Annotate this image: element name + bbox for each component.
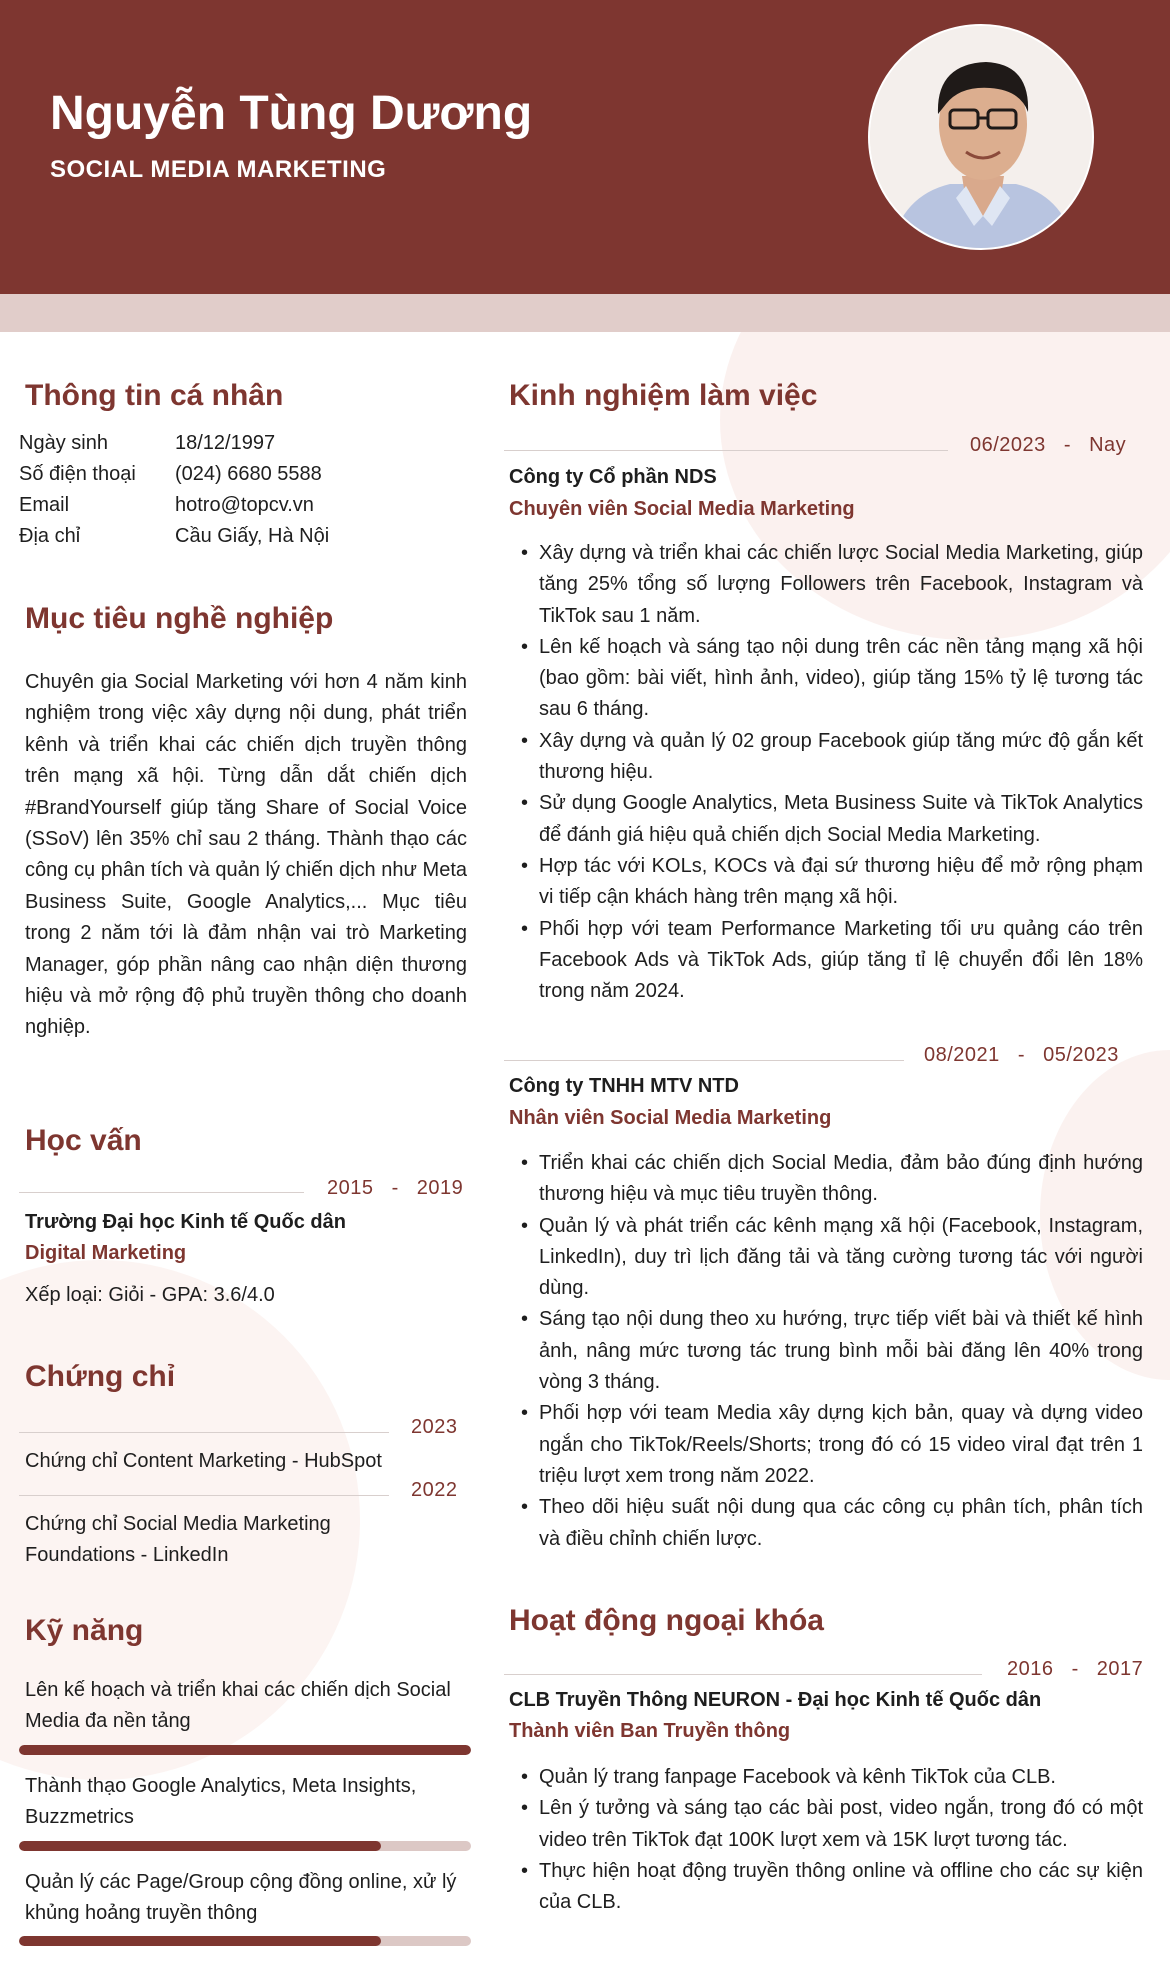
- objective-text: Chuyên gia Social Marketing với hơn 4 năm kinh nghiệm trong việc xây dựng nội dung, phát triển kênh và triển khai các chiến dịch truyền thông trên mạng xã hội. Từng dẫn dắt chiến dịch #BrandYourself giúp tăng Share of Social Voice (SSoV) lên 35% chỉ sau 2 tháng. Thành thạo các công cụ phân tích và quản lý chiến dịch như Meta Business Suite, Google Analytics,... Mục tiêu trong 2 năm tới là đảm nhận vai trò Marketing Manager, góp phần nâng cao nhận diện thương hiệu và mở rộng độ phủ truyền thông cho doanh nghiệp.: [25, 671, 467, 1039]
- candidate-name: Nguyễn Tùng Dương: [50, 87, 533, 140]
- phone-value: (024) 6680 5588: [175, 463, 322, 485]
- education-dash: -: [391, 1177, 399, 1199]
- activities-title: Hoạt động ngoại khóa: [509, 1604, 824, 1637]
- job1-rule: [504, 450, 948, 451]
- certificate-name-1: Chứng chỉ Content Marketing - HubSpot: [25, 1450, 382, 1472]
- job1-dash: -: [1063, 434, 1072, 456]
- activity-org: CLB Truyền Thông NEURON - Đại học Kinh tế Quốc dân: [509, 1689, 1042, 1711]
- job1-bullet-5: • Hợp tác với KOLs, KOCs và đại sứ thương hiệu để mở rộng phạm vi tiếp cận khách hàng trên mạng xã hội.: [509, 851, 1143, 914]
- activity-dash: -: [1071, 1658, 1079, 1680]
- activity-rule: [504, 1674, 982, 1675]
- skill-name-2: Thành thạo Google Analytics, Meta Insights, Buzzmetrics: [25, 1775, 417, 1829]
- personal-info-title: Thông tin cá nhân: [25, 379, 284, 412]
- job1-bullet-1: • Xây dựng và triển khai các chiến lược Social Media Marketing, giúp tăng 25% tổng số lượng Followers trên Facebook, Instagram và TikTok sau 1 năm.: [509, 538, 1143, 632]
- phone-label: Số điện thoại: [19, 463, 136, 485]
- skills-title: Kỹ năng: [25, 1614, 144, 1647]
- skill-bar-1: [19, 1745, 471, 1755]
- skill-bar-fill-1: [19, 1745, 471, 1755]
- education-grade: Xếp loại: Giỏi - GPA: 3.6/4.0: [25, 1284, 275, 1306]
- job2-bullet-1: • Triển khai các chiến dịch Social Media, đảm bảo đúng định hướng thương hiệu và mục tiêu truyền thông.: [509, 1148, 1143, 1211]
- activity-bullets: [509, 1762, 1143, 1918]
- header-band: [0, 294, 1170, 332]
- certificate-year-2: 2022: [411, 1479, 458, 1501]
- birthdate-value: 18/12/1997: [175, 432, 276, 454]
- education-dates: [327, 1177, 463, 1200]
- job2-end: 05/2023: [1043, 1044, 1119, 1066]
- job1-dates: [970, 434, 1126, 457]
- job1-end: Nay: [1089, 434, 1127, 456]
- job2-bullet-3: • Sáng tạo nội dung theo xu hướng, trực tiếp viết bài và thiết kế hình ảnh, nâng mức tương tác trung bình mỗi bài đăng lên 40% trong vòng 3 tháng.: [509, 1304, 1143, 1398]
- education-rule: [19, 1192, 304, 1193]
- job1-role: Chuyên viên Social Media Marketing: [509, 498, 855, 520]
- job1-bullet-6: • Phối hợp với team Performance Marketing tối ưu quảng cáo trên Facebook Ads và TikTok Ads, giúp tăng tỉ lệ chuyển đổi lên 18% trong năm 2024.: [509, 914, 1143, 1008]
- education-major: Digital Marketing: [25, 1242, 187, 1264]
- job1-start: 06/2023: [970, 434, 1046, 456]
- job2-company: Công ty TNHH MTV NTD: [509, 1075, 739, 1097]
- certificate-name-2: Chứng chỉ Social Media Marketing Foundations - LinkedIn: [25, 1513, 331, 1567]
- activity-start: 2016: [1007, 1658, 1054, 1680]
- skill-bar-fill-3: [19, 1936, 381, 1946]
- job1-bullets: [509, 538, 1143, 1007]
- address-label: Địa chỉ: [19, 525, 81, 547]
- certificate-rule-2: [19, 1495, 389, 1496]
- address-value: Cầu Giấy, Hà Nội: [175, 525, 330, 547]
- avatar: [868, 24, 1094, 250]
- job1-bullet-4: • Sử dụng Google Analytics, Meta Business Suite và TikTok Analytics để đánh giá hiệu quả chiến dịch Social Media Marketing.: [509, 788, 1143, 851]
- job2-bullet-4: • Phối hợp với team Media xây dựng kịch bản, quay và dựng video ngắn cho TikTok/Reels/Shorts; trong đó có 15 video viral đạt trên 1 triệu lượt xem trong năm 2022.: [509, 1398, 1143, 1492]
- activity-end: 2017: [1096, 1658, 1144, 1680]
- activity-role: Thành viên Ban Truyền thông: [509, 1720, 791, 1742]
- job2-bullets: [509, 1148, 1143, 1555]
- header-banner: [0, 0, 1170, 294]
- activity-dates: [1007, 1658, 1143, 1681]
- job2-rule: [504, 1060, 904, 1061]
- job2-dash: -: [1017, 1044, 1026, 1066]
- education-start: 2015: [327, 1177, 374, 1199]
- email-value: hotro@topcv.vn: [175, 494, 314, 516]
- skill-bar-fill-2: [19, 1841, 381, 1851]
- skill-bar-2: [19, 1841, 471, 1851]
- job2-bullet-2: • Quản lý và phát triển các kênh mạng xã hội (Facebook, Instagram, LinkedIn), duy trì lịch đăng tải và tăng cường tương tác với người dùng.: [509, 1211, 1143, 1305]
- certificate-rule-1: [19, 1432, 389, 1433]
- activity-bullet-3: • Thực hiện hoạt động truyền thông online và offline cho các sự kiện của CLB.: [509, 1856, 1143, 1919]
- certificates-title: Chứng chỉ: [25, 1360, 176, 1393]
- skill-name-3: Quản lý các Page/Group cộng đồng online, xử lý khủng hoảng truyền thông: [25, 1871, 457, 1925]
- job1-bullet-2: • Lên kế hoạch và sáng tạo nội dung trên các nền tảng mạng xã hội (bao gồm: bài viết, hình ảnh, video), giúp tăng 15% tỷ lệ tương tác sau 6 tháng.: [509, 632, 1143, 726]
- certificate-year-1: 2023: [411, 1416, 458, 1438]
- experience-title: Kinh nghiệm làm việc: [509, 379, 818, 412]
- job1-bullet-3: • Xây dựng và quản lý 02 group Facebook giúp tăng mức độ gắn kết thương hiệu.: [509, 726, 1143, 789]
- skill-name-1: Lên kế hoạch và triển khai các chiến dịch Social Media đa nền tảng: [25, 1679, 451, 1733]
- activity-bullet-2: • Lên ý tưởng và sáng tạo các bài post, video ngắn, trong đó có một video trên TikTok đạt 100K lượt xem và 15K lượt tương tác.: [509, 1793, 1143, 1856]
- skill-bar-3: [19, 1936, 471, 1946]
- activity-bullet-1: • Quản lý trang fanpage Facebook và kênh TikTok của CLB.: [509, 1762, 1143, 1793]
- birthdate-label: Ngày sinh: [19, 432, 108, 454]
- job2-start: 08/2021: [924, 1044, 1000, 1066]
- avatar-photo-icon: [870, 26, 1094, 250]
- email-label: Email: [19, 494, 70, 516]
- job1-company: Công ty Cổ phần NDS: [509, 466, 717, 488]
- education-school: Trường Đại học Kinh tế Quốc dân: [25, 1211, 346, 1233]
- job2-dates: [924, 1044, 1119, 1067]
- education-end: 2019: [416, 1177, 464, 1199]
- education-title: Học vấn: [25, 1124, 142, 1157]
- objective-title: Mục tiêu nghề nghiệp: [25, 602, 334, 635]
- job2-bullet-5: • Theo dõi hiệu suất nội dung qua các công cụ phân tích, phân tích và điều chỉnh chiến lược.: [509, 1492, 1143, 1555]
- job2-role: Nhân viên Social Media Marketing: [509, 1107, 832, 1129]
- candidate-title: SOCIAL MEDIA MARKETING: [50, 156, 387, 183]
